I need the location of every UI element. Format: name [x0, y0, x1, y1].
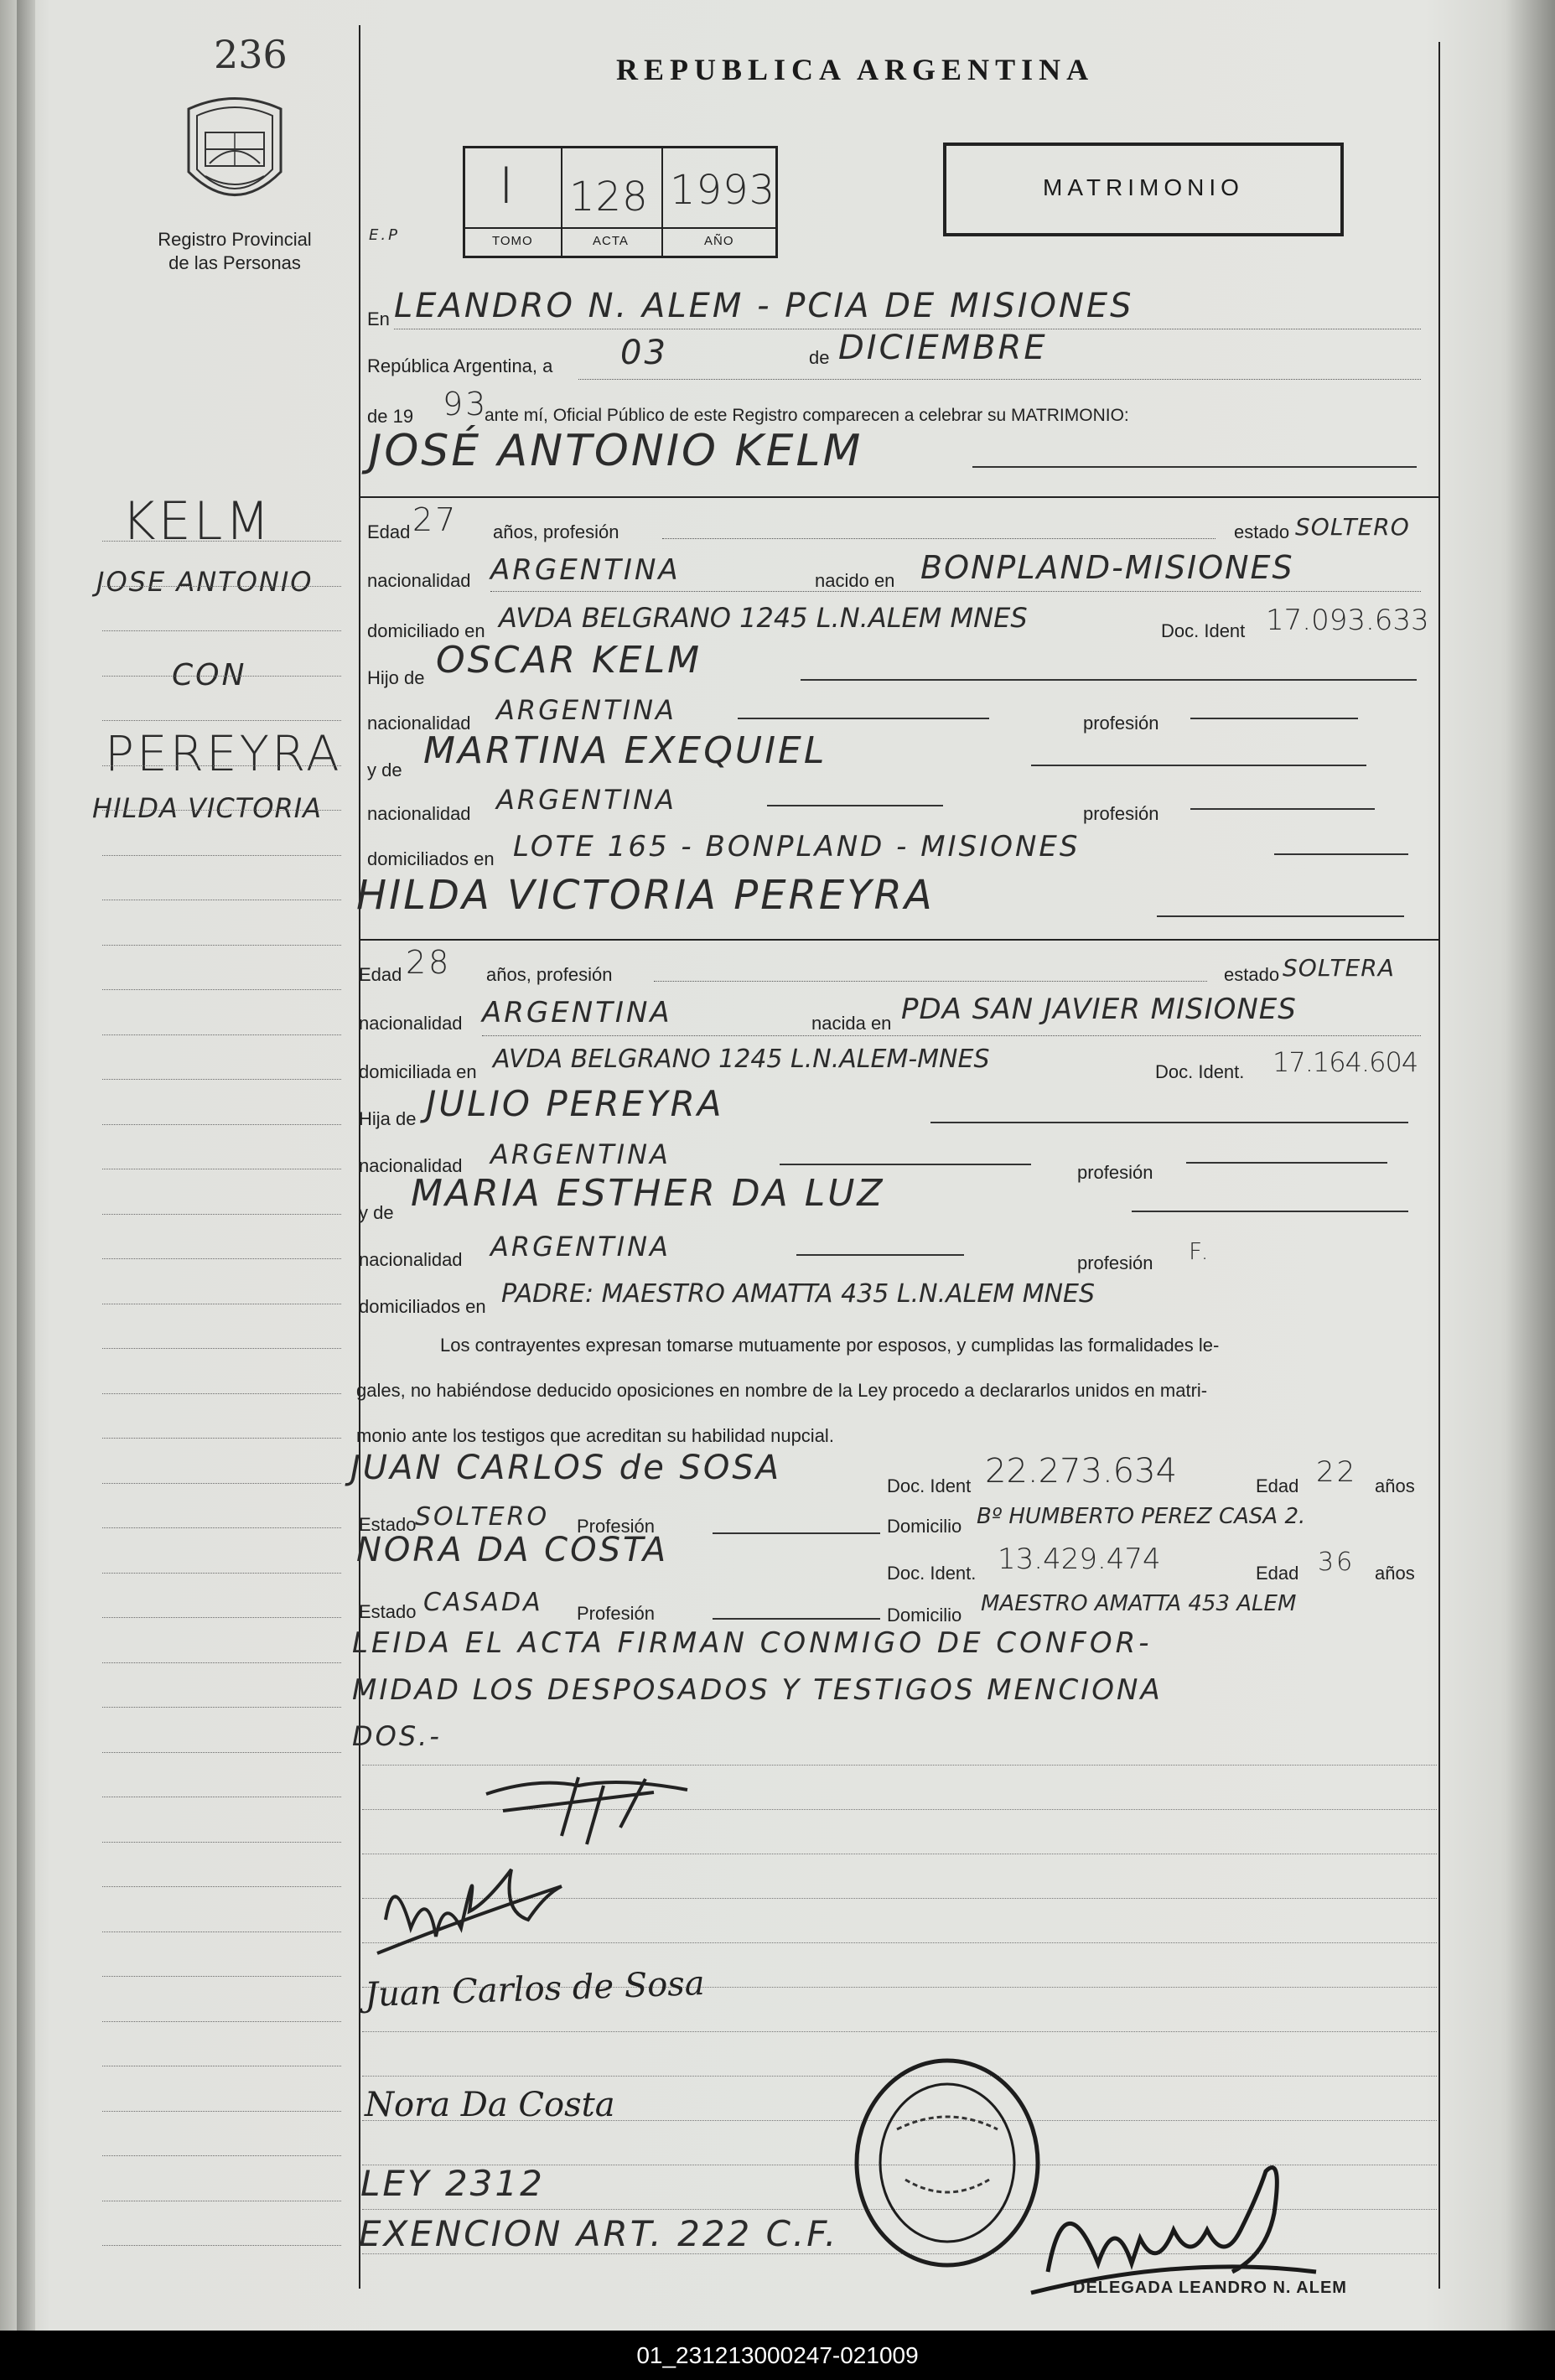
bride-birthplace: PDA SAN JAVIER MISIONES [901, 993, 1297, 1026]
margin-rule-line [102, 720, 341, 722]
year-prefix-label: de 19 [367, 406, 414, 427]
groom-edad-label: Edad [367, 521, 411, 542]
witness-2-age: 36 [1318, 1548, 1355, 1577]
groom-estado-label: estado [1234, 521, 1290, 542]
groom-father-rule [801, 679, 1417, 681]
margin-groom-surname: KELM [122, 490, 272, 552]
bride-full-name: HILDA VICTORIA PEREYRA [356, 872, 935, 919]
month-value: DICIEMBRE [838, 329, 1048, 367]
groom-mother-label: y de [367, 760, 402, 780]
official-stamp: DELEGADA LEANDRO N. ALEM [1073, 2279, 1347, 2297]
groom-mother-rule [1031, 765, 1366, 766]
declaration-line-3: monio ante los testigos que acreditan su habilidad nupcial. [356, 1425, 834, 1446]
witness-1-profesion-label: Profesión [577, 1516, 655, 1537]
witness-1-signature-text: Juan Carlos de Sosa [364, 1963, 706, 2015]
ano-value: 1993 [670, 167, 776, 214]
bride-father-profession-label: profesión [1077, 1162, 1153, 1183]
bride-father-nationality: ARGENTINA [490, 1138, 671, 1170]
bride-doc: 17.164.604 [1273, 1046, 1418, 1078]
bride-nationality: ARGENTINA [482, 996, 672, 1029]
groom-doc-label: Doc. Ident [1161, 620, 1246, 641]
bride-age-suffix: años, profesión [486, 964, 613, 985]
bride-mother-profession: F. [1189, 1237, 1211, 1265]
page-edge [1505, 0, 1555, 2331]
bride-father: JULIO PEREYRA [426, 1083, 724, 1124]
margin-rule-line [102, 1258, 341, 1260]
witness-1-name: JUAN CARLOS de SOSA [350, 1449, 782, 1487]
margin-rule-line [102, 2155, 341, 2157]
margin-rule-line [102, 855, 341, 857]
bride-profession-rule [654, 981, 1207, 982]
bride-father-rule [930, 1122, 1408, 1123]
margin-rule-line [102, 1752, 341, 1754]
margin-rule-line [102, 1304, 341, 1305]
witness-2-profesion-label: Profesión [577, 1603, 655, 1624]
closing-line-3: DOS.- [352, 1720, 442, 1752]
acta-value: 128 [569, 174, 649, 220]
binding-spine [17, 0, 35, 2331]
margin-rule-line [102, 2066, 341, 2067]
witness-2-estado: CASADA [423, 1588, 543, 1617]
margin-rule-line [102, 1573, 341, 1574]
bride-parents-dom-label: domiciliados en [359, 1296, 486, 1317]
groom-father-label: Hijo de [367, 667, 425, 688]
witness-1-domicilio-label: Domicilio [887, 1516, 962, 1537]
groom-address: AVDA BELGRANO 1245 L.N.ALEM MNES [499, 602, 1028, 634]
intro-text: ante mí, Oficial Público de este Registro comparecen a celebrar su MATRIMONIO: [485, 406, 1129, 425]
bride-birth-rule [482, 1035, 1421, 1036]
margin-rule-line [102, 1707, 341, 1709]
groom-father: OSCAR KELM [436, 639, 702, 682]
date-rule [578, 379, 1421, 380]
witness-2-prof-rule [713, 1618, 880, 1620]
groom-mother-nat-rule [767, 805, 943, 806]
groom-mother-prof-rule [1190, 808, 1375, 810]
en-label: En [367, 309, 390, 329]
margin-rule-line [102, 989, 341, 991]
margin-rule-line [102, 1214, 341, 1216]
margin-conjunction: CON [172, 658, 247, 692]
acta-label: ACTA [593, 234, 629, 248]
margin-bride-names: HILDA VICTORIA [92, 792, 322, 824]
bride-father-label: Hija de [359, 1108, 417, 1129]
margin-rule-line [102, 1483, 341, 1485]
groom-domicilio-label: domiciliado en [367, 620, 485, 641]
witness-1-doc-label: Doc. Ident [887, 1475, 972, 1496]
bride-mother-rule [1132, 1211, 1408, 1212]
declaration-line-2: gales, no habiéndose deducido oposiciones en nombre de la Ley procedo a declararlos unidos en matri- [356, 1380, 1208, 1401]
record-number-box [463, 146, 778, 258]
groom-full-name: JOSÉ ANTONIO KELM [369, 426, 863, 476]
bride-mother-nationality-label: nacionalidad [359, 1249, 463, 1270]
margin-rule-line [102, 765, 341, 767]
groom-age-suffix: años, profesión [493, 521, 619, 542]
tomo-value: I [499, 157, 516, 215]
law-line-1: LEY 2312 [360, 2163, 545, 2204]
witness-1-anos-label: años [1375, 1475, 1415, 1496]
witness-2-signature-text: Nora Da Costa [365, 2086, 615, 2124]
country-title: REPUBLICA ARGENTINA [616, 53, 1095, 86]
margin-rule-line [102, 2021, 341, 2023]
margin-rule-line [102, 1527, 341, 1529]
margin-rule-line [102, 1886, 341, 1888]
margin-rule-line [102, 1348, 341, 1350]
margin-groom-names: JOSE ANTONIO [96, 566, 314, 598]
margin-rule-line [102, 1079, 341, 1081]
margin-rule-line [102, 2111, 341, 2113]
bride-father-prof-rule [1186, 1162, 1387, 1164]
groom-estado: SOLTERO [1295, 513, 1410, 541]
bride-estado: SOLTERA [1283, 954, 1395, 982]
bride-edad-label: Edad [359, 964, 402, 985]
witness-2-signature [365, 2086, 615, 2124]
right-margin-divider [1438, 42, 1440, 2289]
groom-father-profession-label: profesión [1083, 713, 1159, 734]
groom-mother-nationality: ARGENTINA [496, 784, 676, 816]
witness-2-doc: 13.429.474 [998, 1543, 1161, 1576]
bride-signature [360, 1836, 612, 1970]
groom-mother: MARTINA EXEQUIEL [423, 729, 827, 772]
scan-id-footer: 01_231213000247-021009 [0, 2331, 1555, 2380]
record-type: MATRIMONIO [1043, 174, 1244, 200]
tomo-label: TOMO [492, 234, 533, 248]
groom-name-rule [972, 466, 1417, 468]
margin-rule-line [102, 945, 341, 946]
registry-label [143, 228, 327, 275]
groom-father-prof-rule [1190, 718, 1358, 719]
groom-nationality: ARGENTINA [490, 553, 681, 587]
bride-domicilio-label: domiciliada en [359, 1061, 477, 1082]
margin-rule-line [102, 1438, 341, 1439]
witness-2-name: NORA DA COSTA [356, 1531, 669, 1569]
margin-rule-line [102, 1931, 341, 1933]
declaration-line-1: Los contrayentes expresan tomarse mutuamente por esposos, y cumplidas las formalidades le- [440, 1335, 1220, 1356]
groom-parents-address: LOTE 165 - BONPLAND - MISIONES [513, 830, 1081, 863]
groom-divider [360, 496, 1438, 498]
witness-1-estado-label: Estado [359, 1514, 417, 1535]
bride-mother-label: y de [359, 1202, 394, 1223]
witness-2-edad-label: Edad [1256, 1563, 1299, 1584]
bride-age: 28 [406, 944, 452, 981]
margin-rule-line [102, 1124, 341, 1126]
bride-father-nat-rule [780, 1164, 1031, 1165]
registry-line-2: de las Personas [168, 252, 301, 273]
witness-2-doc-label: Doc. Ident. [887, 1563, 977, 1584]
groom-parents-dom-label: domiciliados en [367, 848, 495, 869]
closing-line-2: MIDAD LOS DESPOSADOS Y TESTIGOS MENCIONA [352, 1673, 1163, 1707]
groom-father-nationality: ARGENTINA [496, 694, 676, 726]
registry-line-1: Registro Provincial [158, 229, 312, 250]
margin-rule-line [102, 810, 341, 811]
margin-rule-line [102, 1393, 341, 1395]
witness-2-estado-label: Estado [359, 1601, 417, 1622]
groom-age: 27 [412, 501, 459, 538]
witness-2-anos-label: años [1375, 1563, 1415, 1584]
bride-doc-label: Doc. Ident. [1155, 1061, 1245, 1082]
month-de-label: de [809, 347, 830, 368]
witness-2-address: MAESTRO AMATTA 453 ALEM [981, 1591, 1297, 1616]
bride-mother-nationality: ARGENTINA [490, 1231, 671, 1263]
groom-profession-rule [662, 538, 1215, 539]
groom-father-nat-rule [738, 718, 989, 719]
witness-1-signature [364, 1964, 705, 2014]
day-value: 03 [620, 334, 668, 372]
witness-1-estado: SOLTERO [415, 1502, 550, 1532]
groom-born-label: nacido en [815, 570, 895, 591]
witness-2-domicilio-label: Domicilio [887, 1605, 962, 1626]
margin-rule-line [102, 1662, 341, 1664]
provincial-seal-icon [180, 92, 289, 218]
groom-mother-profession-label: profesión [1083, 803, 1159, 824]
groom-nationality-label: nacionalidad [367, 570, 471, 591]
place-value: LEANDRO N. ALEM - PCIA DE MISIONES [394, 287, 1134, 325]
bride-divider [360, 939, 1438, 941]
main-rule-line [362, 2031, 1437, 2032]
margin-rule-line [102, 2245, 341, 2247]
margin-rule-line [102, 2201, 341, 2202]
bride-nationality-label: nacionalidad [359, 1013, 463, 1034]
bride-mother: MARIA ESTHER DA LUZ [411, 1172, 885, 1215]
corner-note: E.P [369, 226, 400, 244]
bride-address: AVDA BELGRANO 1245 L.N.ALEM-MNES [493, 1045, 990, 1074]
closing-line-1: LEIDA EL ACTA FIRMAN CONMIGO DE CONFOR- [352, 1626, 1153, 1660]
witness-1-prof-rule [713, 1532, 880, 1534]
declaration-text [356, 1323, 1421, 1459]
groom-parents-rule [1274, 853, 1408, 855]
margin-rule-line [102, 1617, 341, 1619]
groom-mother-nationality-label: nacionalidad [367, 803, 471, 824]
republic-label: República Argentina, a [367, 355, 553, 376]
margin-rule-line [102, 1797, 341, 1798]
page-number: 236 [214, 32, 288, 77]
year-value: 93 [443, 386, 489, 423]
margin-rule-line [102, 676, 341, 677]
margin-rule-line [102, 586, 341, 588]
bride-parents-address: PADRE: MAESTRO AMATTA 435 L.N.ALEM MNES [501, 1279, 1096, 1309]
margin-rule-line [102, 1842, 341, 1843]
bride-estado-label: estado [1224, 964, 1280, 985]
bride-mother-profession-label: profesión [1077, 1252, 1153, 1273]
margin-rule-line [102, 630, 341, 632]
margin-bride-surname: PEREYRA [105, 725, 342, 782]
record-type-box [943, 143, 1344, 236]
bride-mother-nat-rule [796, 1254, 964, 1256]
groom-birthplace: BONPLAND-MISIONES [920, 549, 1294, 586]
bride-born-label: nacida en [811, 1013, 892, 1034]
witness-1-address: Bº HUMBERTO PEREZ CASA 2. [977, 1504, 1306, 1529]
witness-1-age: 22 [1316, 1455, 1358, 1489]
groom-father-nationality-label: nacionalidad [367, 713, 471, 734]
bride-name-rule [1157, 915, 1404, 917]
margin-rule-line [102, 900, 341, 901]
groom-birth-rule [490, 591, 1421, 592]
law-line-2: EXENCION ART. 222 C.F. [359, 2213, 839, 2254]
margin-rule-line [102, 1976, 341, 1978]
margin-rule-line [102, 1034, 341, 1036]
ano-label: AÑO [704, 234, 734, 248]
bride-father-nationality-label: nacionalidad [359, 1155, 463, 1176]
witness-1-doc: 22.273.634 [985, 1452, 1178, 1491]
margin-rule-line [102, 1169, 341, 1170]
groom-doc: 17.093.633 [1266, 604, 1429, 637]
witness-1-edad-label: Edad [1256, 1475, 1299, 1496]
margin-rule-line [102, 541, 341, 542]
